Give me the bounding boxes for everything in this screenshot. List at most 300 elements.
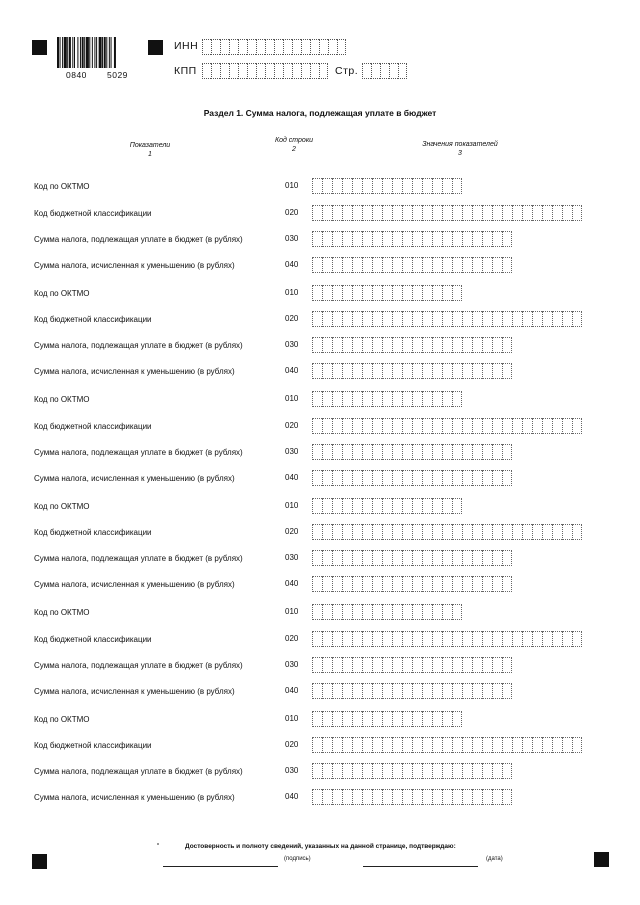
char-cell[interactable]: [301, 39, 310, 55]
char-cell[interactable]: [256, 39, 265, 55]
char-cell[interactable]: [362, 285, 372, 301]
char-cell[interactable]: [432, 683, 442, 699]
row-value-field[interactable]: [312, 231, 512, 247]
char-cell[interactable]: [332, 550, 342, 566]
row-value-field[interactable]: [312, 337, 512, 353]
char-cell[interactable]: [482, 418, 492, 434]
char-cell[interactable]: [312, 631, 322, 647]
char-cell[interactable]: [352, 418, 362, 434]
char-cell[interactable]: [238, 63, 247, 79]
char-cell[interactable]: [422, 683, 432, 699]
char-cell[interactable]: [352, 205, 362, 221]
char-cell[interactable]: [442, 285, 452, 301]
char-cell[interactable]: [372, 257, 382, 273]
char-cell[interactable]: [412, 498, 422, 514]
char-cell[interactable]: [482, 763, 492, 779]
char-cell[interactable]: [442, 789, 452, 805]
char-cell[interactable]: [412, 178, 422, 194]
char-cell[interactable]: [402, 391, 412, 407]
char-cell[interactable]: [362, 178, 372, 194]
char-cell[interactable]: [382, 550, 392, 566]
char-cell[interactable]: [452, 178, 462, 194]
char-cell[interactable]: [432, 763, 442, 779]
char-cell[interactable]: [382, 498, 392, 514]
char-cell[interactable]: [312, 285, 322, 301]
char-cell[interactable]: [372, 363, 382, 379]
row-value-field[interactable]: [312, 285, 462, 301]
char-cell[interactable]: [422, 524, 432, 540]
char-cell[interactable]: [342, 470, 352, 486]
char-cell[interactable]: [522, 737, 532, 753]
char-cell[interactable]: [492, 737, 502, 753]
char-cell[interactable]: [502, 311, 512, 327]
char-cell[interactable]: [442, 763, 452, 779]
char-cell[interactable]: [352, 178, 362, 194]
char-cell[interactable]: [522, 205, 532, 221]
char-cell[interactable]: [392, 205, 402, 221]
char-cell[interactable]: [332, 737, 342, 753]
char-cell[interactable]: [442, 604, 452, 620]
char-cell[interactable]: [402, 576, 412, 592]
char-cell[interactable]: [492, 257, 502, 273]
char-cell[interactable]: [522, 631, 532, 647]
char-cell[interactable]: [452, 257, 462, 273]
char-cell[interactable]: [392, 231, 402, 247]
char-cell[interactable]: [502, 550, 512, 566]
char-cell[interactable]: [342, 444, 352, 460]
char-cell[interactable]: [502, 231, 512, 247]
char-cell[interactable]: [322, 470, 332, 486]
char-cell[interactable]: [562, 737, 572, 753]
char-cell[interactable]: [432, 363, 442, 379]
char-cell[interactable]: [292, 63, 301, 79]
row-value-field[interactable]: [312, 711, 462, 727]
char-cell[interactable]: [442, 391, 452, 407]
char-cell[interactable]: [412, 470, 422, 486]
char-cell[interactable]: [492, 418, 502, 434]
char-cell[interactable]: [265, 39, 274, 55]
char-cell[interactable]: [432, 311, 442, 327]
char-cell[interactable]: [312, 418, 322, 434]
char-cell[interactable]: [402, 711, 412, 727]
char-cell[interactable]: [552, 311, 562, 327]
char-cell[interactable]: [402, 418, 412, 434]
char-cell[interactable]: [322, 763, 332, 779]
char-cell[interactable]: [442, 444, 452, 460]
char-cell[interactable]: [422, 205, 432, 221]
char-cell[interactable]: [362, 550, 372, 566]
char-cell[interactable]: [492, 311, 502, 327]
char-cell[interactable]: [532, 631, 542, 647]
char-cell[interactable]: [402, 337, 412, 353]
char-cell[interactable]: [372, 444, 382, 460]
char-cell[interactable]: [432, 631, 442, 647]
row-value-field[interactable]: [312, 418, 582, 434]
char-cell[interactable]: [332, 789, 342, 805]
char-cell[interactable]: [422, 711, 432, 727]
char-cell[interactable]: [442, 576, 452, 592]
char-cell[interactable]: [442, 363, 452, 379]
char-cell[interactable]: [542, 737, 552, 753]
inn-field[interactable]: [202, 39, 346, 55]
char-cell[interactable]: [332, 657, 342, 673]
char-cell[interactable]: [412, 391, 422, 407]
char-cell[interactable]: [482, 737, 492, 753]
char-cell[interactable]: [482, 470, 492, 486]
char-cell[interactable]: [552, 524, 562, 540]
char-cell[interactable]: [492, 205, 502, 221]
char-cell[interactable]: [472, 418, 482, 434]
signature-line[interactable]: [163, 866, 278, 867]
char-cell[interactable]: [572, 631, 582, 647]
char-cell[interactable]: [402, 231, 412, 247]
char-cell[interactable]: [372, 683, 382, 699]
char-cell[interactable]: [452, 763, 462, 779]
char-cell[interactable]: [342, 550, 352, 566]
char-cell[interactable]: [482, 257, 492, 273]
char-cell[interactable]: [412, 337, 422, 353]
char-cell[interactable]: [412, 763, 422, 779]
char-cell[interactable]: [322, 337, 332, 353]
char-cell[interactable]: [362, 391, 372, 407]
char-cell[interactable]: [332, 257, 342, 273]
char-cell[interactable]: [274, 39, 283, 55]
char-cell[interactable]: [462, 763, 472, 779]
char-cell[interactable]: [229, 39, 238, 55]
char-cell[interactable]: [372, 737, 382, 753]
char-cell[interactable]: [362, 311, 372, 327]
char-cell[interactable]: [552, 631, 562, 647]
char-cell[interactable]: [352, 789, 362, 805]
char-cell[interactable]: [392, 337, 402, 353]
char-cell[interactable]: [362, 711, 372, 727]
char-cell[interactable]: [362, 657, 372, 673]
char-cell[interactable]: [532, 524, 542, 540]
char-cell[interactable]: [402, 205, 412, 221]
char-cell[interactable]: [352, 524, 362, 540]
char-cell[interactable]: [392, 657, 402, 673]
char-cell[interactable]: [202, 39, 211, 55]
char-cell[interactable]: [392, 763, 402, 779]
char-cell[interactable]: [372, 498, 382, 514]
row-value-field[interactable]: [312, 604, 462, 620]
char-cell[interactable]: [402, 683, 412, 699]
char-cell[interactable]: [472, 363, 482, 379]
char-cell[interactable]: [482, 550, 492, 566]
char-cell[interactable]: [352, 470, 362, 486]
char-cell[interactable]: [352, 391, 362, 407]
char-cell[interactable]: [362, 576, 372, 592]
char-cell[interactable]: [502, 683, 512, 699]
char-cell[interactable]: [412, 524, 422, 540]
char-cell[interactable]: [342, 418, 352, 434]
char-cell[interactable]: [392, 498, 402, 514]
char-cell[interactable]: [512, 524, 522, 540]
char-cell[interactable]: [322, 418, 332, 434]
char-cell[interactable]: [502, 337, 512, 353]
char-cell[interactable]: [472, 524, 482, 540]
char-cell[interactable]: [322, 311, 332, 327]
char-cell[interactable]: [342, 763, 352, 779]
char-cell[interactable]: [372, 285, 382, 301]
char-cell[interactable]: [352, 444, 362, 460]
char-cell[interactable]: [472, 205, 482, 221]
char-cell[interactable]: [412, 550, 422, 566]
char-cell[interactable]: [432, 550, 442, 566]
char-cell[interactable]: [512, 311, 522, 327]
char-cell[interactable]: [452, 285, 462, 301]
char-cell[interactable]: [362, 205, 372, 221]
char-cell[interactable]: [442, 683, 452, 699]
char-cell[interactable]: [462, 576, 472, 592]
char-cell[interactable]: [292, 39, 301, 55]
char-cell[interactable]: [492, 363, 502, 379]
char-cell[interactable]: [542, 205, 552, 221]
char-cell[interactable]: [492, 470, 502, 486]
char-cell[interactable]: [562, 205, 572, 221]
char-cell[interactable]: [211, 39, 220, 55]
row-value-field[interactable]: [312, 444, 512, 460]
char-cell[interactable]: [572, 737, 582, 753]
char-cell[interactable]: [352, 604, 362, 620]
char-cell[interactable]: [382, 683, 392, 699]
char-cell[interactable]: [362, 789, 372, 805]
char-cell[interactable]: [492, 763, 502, 779]
row-value-field[interactable]: [312, 363, 512, 379]
char-cell[interactable]: [372, 418, 382, 434]
char-cell[interactable]: [432, 657, 442, 673]
char-cell[interactable]: [432, 285, 442, 301]
char-cell[interactable]: [372, 631, 382, 647]
char-cell[interactable]: [342, 737, 352, 753]
char-cell[interactable]: [392, 524, 402, 540]
char-cell[interactable]: [422, 550, 432, 566]
char-cell[interactable]: [432, 711, 442, 727]
char-cell[interactable]: [301, 63, 310, 79]
row-value-field[interactable]: [312, 576, 512, 592]
char-cell[interactable]: [312, 178, 322, 194]
char-cell[interactable]: [322, 683, 332, 699]
char-cell[interactable]: [312, 604, 322, 620]
char-cell[interactable]: [362, 631, 372, 647]
char-cell[interactable]: [312, 498, 322, 514]
char-cell[interactable]: [422, 789, 432, 805]
char-cell[interactable]: [332, 231, 342, 247]
char-cell[interactable]: [452, 524, 462, 540]
char-cell[interactable]: [432, 444, 442, 460]
char-cell[interactable]: [422, 498, 432, 514]
char-cell[interactable]: [319, 63, 328, 79]
char-cell[interactable]: [432, 576, 442, 592]
char-cell[interactable]: [372, 337, 382, 353]
char-cell[interactable]: [442, 524, 452, 540]
char-cell[interactable]: [322, 444, 332, 460]
char-cell[interactable]: [442, 631, 452, 647]
row-value-field[interactable]: [312, 683, 512, 699]
char-cell[interactable]: [412, 231, 422, 247]
char-cell[interactable]: [412, 363, 422, 379]
char-cell[interactable]: [392, 311, 402, 327]
char-cell[interactable]: [372, 524, 382, 540]
char-cell[interactable]: [220, 63, 229, 79]
char-cell[interactable]: [432, 231, 442, 247]
char-cell[interactable]: [462, 257, 472, 273]
char-cell[interactable]: [412, 631, 422, 647]
char-cell[interactable]: [442, 178, 452, 194]
char-cell[interactable]: [392, 178, 402, 194]
char-cell[interactable]: [492, 576, 502, 592]
char-cell[interactable]: [342, 363, 352, 379]
char-cell[interactable]: [392, 789, 402, 805]
char-cell[interactable]: [310, 39, 319, 55]
char-cell[interactable]: [422, 604, 432, 620]
char-cell[interactable]: [432, 257, 442, 273]
char-cell[interactable]: [462, 311, 472, 327]
char-cell[interactable]: [432, 789, 442, 805]
char-cell[interactable]: [462, 550, 472, 566]
char-cell[interactable]: [392, 604, 402, 620]
char-cell[interactable]: [312, 470, 322, 486]
char-cell[interactable]: [352, 550, 362, 566]
char-cell[interactable]: [492, 631, 502, 647]
char-cell[interactable]: [402, 470, 412, 486]
char-cell[interactable]: [312, 391, 322, 407]
char-cell[interactable]: [432, 604, 442, 620]
char-cell[interactable]: [362, 683, 372, 699]
char-cell[interactable]: [382, 737, 392, 753]
char-cell[interactable]: [229, 63, 238, 79]
char-cell[interactable]: [462, 418, 472, 434]
char-cell[interactable]: [502, 524, 512, 540]
char-cell[interactable]: [332, 418, 342, 434]
char-cell[interactable]: [472, 231, 482, 247]
char-cell[interactable]: [247, 39, 256, 55]
char-cell[interactable]: [382, 524, 392, 540]
char-cell[interactable]: [412, 418, 422, 434]
date-line[interactable]: [363, 866, 478, 867]
char-cell[interactable]: [372, 178, 382, 194]
char-cell[interactable]: [462, 683, 472, 699]
char-cell[interactable]: [372, 470, 382, 486]
char-cell[interactable]: [352, 631, 362, 647]
char-cell[interactable]: [432, 470, 442, 486]
char-cell[interactable]: [372, 763, 382, 779]
row-value-field[interactable]: [312, 789, 512, 805]
row-value-field[interactable]: [312, 763, 512, 779]
char-cell[interactable]: [492, 683, 502, 699]
char-cell[interactable]: [352, 576, 362, 592]
char-cell[interactable]: [422, 231, 432, 247]
char-cell[interactable]: [322, 604, 332, 620]
char-cell[interactable]: [332, 363, 342, 379]
char-cell[interactable]: [382, 418, 392, 434]
char-cell[interactable]: [532, 311, 542, 327]
char-cell[interactable]: [380, 63, 389, 79]
char-cell[interactable]: [442, 737, 452, 753]
char-cell[interactable]: [274, 63, 283, 79]
char-cell[interactable]: [332, 311, 342, 327]
char-cell[interactable]: [472, 444, 482, 460]
char-cell[interactable]: [532, 205, 542, 221]
char-cell[interactable]: [392, 363, 402, 379]
char-cell[interactable]: [422, 763, 432, 779]
char-cell[interactable]: [352, 311, 362, 327]
page-number-field[interactable]: [362, 63, 407, 79]
char-cell[interactable]: [442, 418, 452, 434]
char-cell[interactable]: [322, 363, 332, 379]
char-cell[interactable]: [352, 257, 362, 273]
char-cell[interactable]: [502, 763, 512, 779]
char-cell[interactable]: [442, 337, 452, 353]
char-cell[interactable]: [502, 363, 512, 379]
char-cell[interactable]: [362, 498, 372, 514]
char-cell[interactable]: [482, 337, 492, 353]
char-cell[interactable]: [482, 631, 492, 647]
char-cell[interactable]: [402, 444, 412, 460]
char-cell[interactable]: [342, 576, 352, 592]
char-cell[interactable]: [382, 576, 392, 592]
char-cell[interactable]: [572, 311, 582, 327]
row-value-field[interactable]: [312, 178, 462, 194]
char-cell[interactable]: [482, 524, 492, 540]
char-cell[interactable]: [322, 257, 332, 273]
row-value-field[interactable]: [312, 311, 582, 327]
char-cell[interactable]: [372, 205, 382, 221]
char-cell[interactable]: [392, 470, 402, 486]
char-cell[interactable]: [312, 311, 322, 327]
char-cell[interactable]: [472, 470, 482, 486]
char-cell[interactable]: [382, 444, 392, 460]
char-cell[interactable]: [322, 498, 332, 514]
char-cell[interactable]: [542, 631, 552, 647]
char-cell[interactable]: [422, 391, 432, 407]
char-cell[interactable]: [422, 657, 432, 673]
row-value-field[interactable]: [312, 498, 462, 514]
row-value-field[interactable]: [312, 657, 512, 673]
char-cell[interactable]: [402, 550, 412, 566]
char-cell[interactable]: [256, 63, 265, 79]
char-cell[interactable]: [332, 178, 342, 194]
row-value-field[interactable]: [312, 391, 462, 407]
char-cell[interactable]: [382, 178, 392, 194]
char-cell[interactable]: [332, 470, 342, 486]
char-cell[interactable]: [382, 631, 392, 647]
char-cell[interactable]: [422, 444, 432, 460]
char-cell[interactable]: [382, 711, 392, 727]
char-cell[interactable]: [402, 631, 412, 647]
char-cell[interactable]: [452, 444, 462, 460]
char-cell[interactable]: [422, 178, 432, 194]
char-cell[interactable]: [312, 231, 322, 247]
char-cell[interactable]: [342, 178, 352, 194]
char-cell[interactable]: [492, 524, 502, 540]
char-cell[interactable]: [412, 444, 422, 460]
char-cell[interactable]: [402, 763, 412, 779]
char-cell[interactable]: [362, 604, 372, 620]
char-cell[interactable]: [362, 63, 371, 79]
char-cell[interactable]: [372, 231, 382, 247]
char-cell[interactable]: [402, 524, 412, 540]
char-cell[interactable]: [362, 363, 372, 379]
char-cell[interactable]: [552, 737, 562, 753]
char-cell[interactable]: [389, 63, 398, 79]
char-cell[interactable]: [392, 631, 402, 647]
char-cell[interactable]: [332, 711, 342, 727]
char-cell[interactable]: [412, 205, 422, 221]
char-cell[interactable]: [322, 285, 332, 301]
char-cell[interactable]: [382, 604, 392, 620]
char-cell[interactable]: [422, 257, 432, 273]
